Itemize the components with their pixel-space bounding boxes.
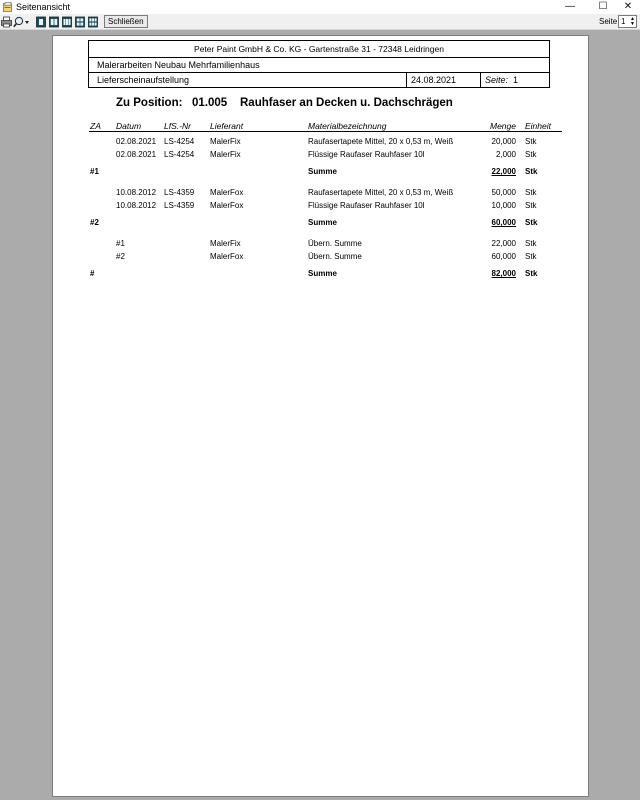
position-prefix: Zu Position: [116, 97, 183, 109]
row-lieferant: MalerFix [210, 150, 241, 159]
row-datum: 02.08.2021 [116, 150, 157, 159]
column-header-menge: Menge [490, 121, 516, 131]
sum-menge: 22,000 [491, 167, 516, 176]
close-preview-button[interactable]: Schließen [104, 15, 148, 28]
four-pages-icon[interactable] [75, 16, 85, 28]
report-page-label: Seite: [485, 75, 509, 85]
spin-down-icon[interactable]: ▼ [630, 21, 635, 27]
project-name: Malerarbeiten Neubau Mehrfamilienhaus [89, 58, 549, 73]
row-menge: 60,000 [491, 252, 516, 261]
row-material: Übern. Summe [308, 252, 362, 261]
row-datum: #2 [116, 252, 125, 261]
close-window-button[interactable]: ✕ [623, 1, 633, 12]
sum-label: Summe [308, 167, 337, 176]
title-bar [0, 0, 640, 14]
zoom-icon[interactable] [13, 16, 31, 28]
row-lieferant: MalerFix [210, 239, 241, 248]
minimize-button[interactable]: — [565, 1, 575, 12]
sum-menge: 82,000 [491, 269, 516, 278]
preview-page [52, 35, 589, 797]
row-material: Übern. Summe [308, 239, 362, 248]
spin-up-icon[interactable]: ▲ [630, 16, 635, 22]
window-title: Seitenansicht [16, 2, 71, 12]
row-menge: 50,000 [491, 188, 516, 197]
two-pages-icon[interactable] [49, 16, 59, 28]
report-page [480, 73, 551, 88]
row-material: Flüssige Raufaser Rauhfaser 10l [308, 201, 425, 210]
row-menge: 2,000 [495, 150, 516, 159]
row-einheit: Stk [525, 239, 537, 248]
row-lieferant: MalerFox [210, 188, 244, 197]
print-icon[interactable] [1, 16, 12, 28]
row-einheit: Stk [525, 150, 537, 159]
position-heading [116, 97, 453, 109]
row-lfs: LS-4254 [164, 137, 195, 146]
report-date: 24.08.2021 [406, 73, 480, 88]
row-material: Raufasertapete Mittel, 20 x 0,53 m, Weiß [308, 137, 454, 146]
sum-menge: 60,000 [491, 218, 516, 227]
preview-toolbar [0, 14, 640, 30]
six-pages-icon[interactable] [88, 16, 98, 28]
row-menge: 20,000 [491, 137, 516, 146]
page-label: Seite [599, 17, 618, 26]
sum-einheit: Stk [525, 167, 538, 176]
sum-label: Summe [308, 218, 337, 227]
row-einheit: Stk [525, 201, 537, 210]
report-line [89, 73, 549, 88]
position-description: Rauhfaser an Decken u. Dachschrägen [240, 97, 453, 109]
column-header-za: ZA [90, 121, 101, 131]
position-number: 01.005 [192, 97, 228, 109]
row-datum: #1 [116, 239, 125, 248]
row-einheit: Stk [525, 252, 537, 261]
row-material: Raufasertapete Mittel, 20 x 0,53 m, Weiß [308, 188, 454, 197]
sum-za: #1 [90, 167, 99, 176]
page-number-spinner[interactable] [618, 15, 637, 28]
column-header-lfs: LfS.-Nr [164, 121, 191, 131]
row-einheit: Stk [525, 188, 537, 197]
sum-za: # [90, 269, 95, 278]
row-lieferant: MalerFox [210, 252, 244, 261]
report-page-number: 1 [513, 75, 519, 85]
sum-label: Summe [308, 269, 337, 278]
one-page-icon[interactable] [36, 16, 46, 28]
report-title: Lieferscheinaufstellung [97, 75, 190, 85]
row-einheit: Stk [525, 137, 537, 146]
header-divider [89, 131, 562, 132]
sum-za: #2 [90, 218, 99, 227]
row-datum: 10.08.2012 [116, 201, 157, 210]
sum-einheit: Stk [525, 269, 538, 278]
three-pages-icon[interactable] [62, 16, 72, 28]
row-menge: 10,000 [491, 201, 516, 210]
row-datum: 10.08.2012 [116, 188, 157, 197]
row-lfs: LS-4359 [164, 188, 195, 197]
column-header-lieferant: Lieferant [210, 121, 244, 131]
page-number-value: 1 [621, 17, 626, 26]
row-datum: 02.08.2021 [116, 137, 157, 146]
maximize-button[interactable]: ☐ [598, 1, 608, 12]
row-lieferant: MalerFox [210, 201, 244, 210]
row-menge: 22,000 [491, 239, 516, 248]
row-lieferant: MalerFix [210, 137, 241, 146]
row-lfs: LS-4359 [164, 201, 195, 210]
column-header-einheit: Einheit [525, 121, 551, 131]
company-line: Peter Paint GmbH & Co. KG - Gartenstraße 31 - 72348 Leidringen [89, 41, 549, 58]
row-lfs: LS-4254 [164, 150, 195, 159]
sum-einheit: Stk [525, 218, 538, 227]
column-header-datum: Datum [116, 121, 142, 131]
row-material: Flüssige Raufaser Rauhfaser 10l [308, 150, 425, 159]
column-header-material: Materialbezeichnung [308, 121, 387, 131]
report-header [88, 40, 550, 88]
app-icon [3, 2, 13, 12]
